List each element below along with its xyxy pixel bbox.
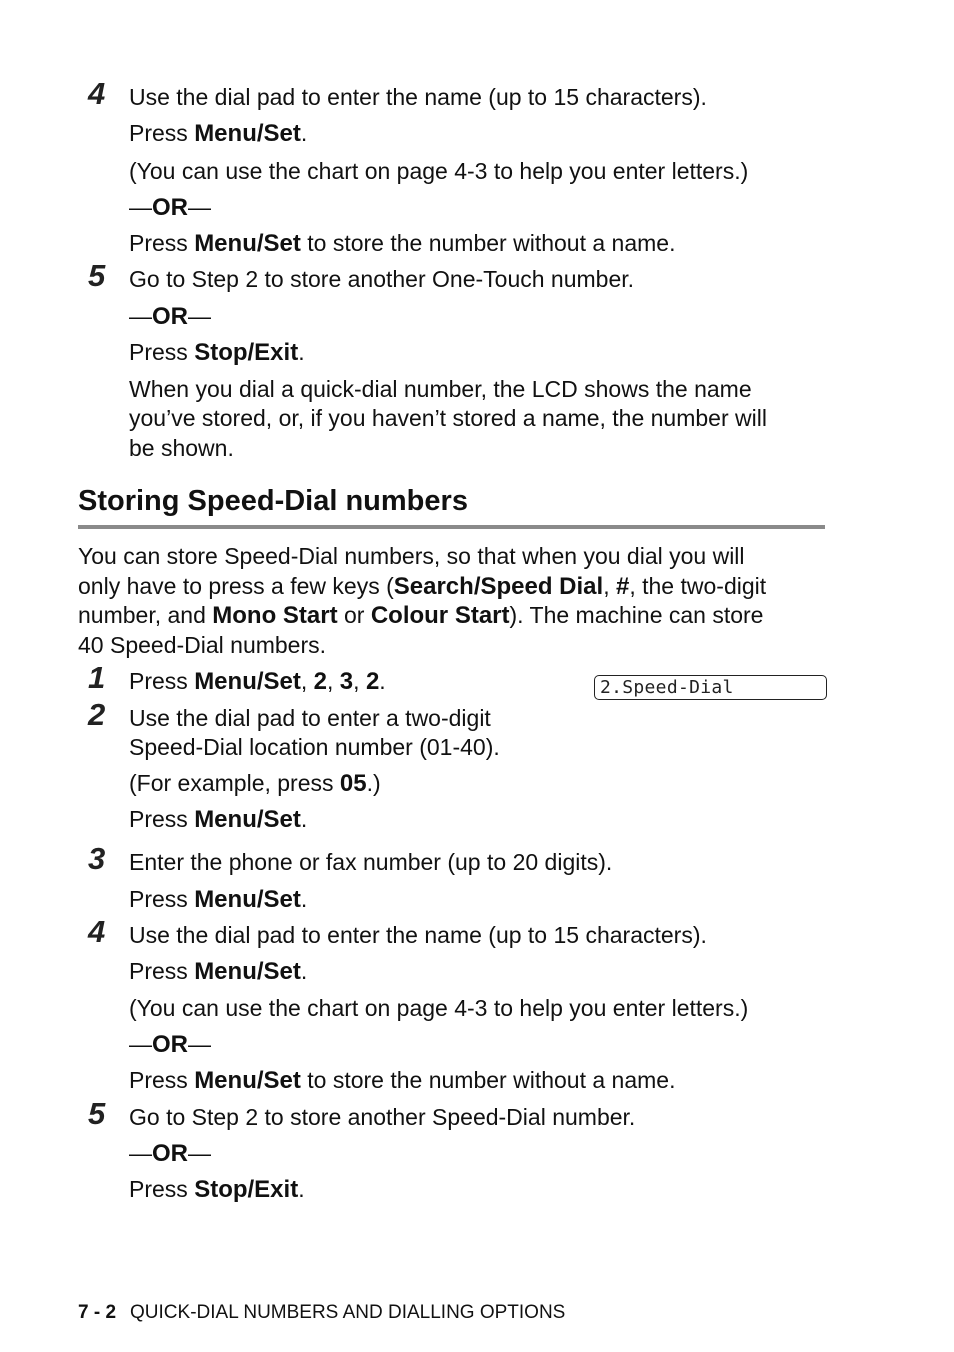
step-number: 3: [88, 841, 106, 876]
step-text: Use the dial pad to enter a two-digit: [129, 705, 491, 731]
note-text: you’ve stored, or, if you haven’t stored a name, the number will: [129, 405, 767, 431]
step-text: Press Stop/Exit.: [129, 1176, 305, 1203]
note-text: be shown.: [129, 435, 234, 461]
step-number: 4: [88, 76, 106, 111]
chapter-title: QUICK-DIAL NUMBERS AND DIALLING OPTIONS: [130, 1302, 566, 1323]
or-separator: —OR—: [129, 303, 211, 330]
step-text: Press Menu/Set, 2, 3, 2.: [129, 668, 386, 695]
or-separator: —OR—: [129, 1031, 211, 1058]
step-text: Press Menu/Set.: [129, 886, 308, 913]
step-text: Go to Step 2 to store another One-Touch number.: [129, 266, 635, 292]
step-text: (For example, press 05.): [129, 770, 381, 797]
intro-text: You can store Speed-Dial numbers, so that when you dial you will: [78, 543, 745, 569]
step-text: Press Menu/Set to store the number without a name.: [129, 230, 676, 257]
step-text: (You can use the chart on page 4-3 to help you enter letters.): [129, 158, 749, 184]
step-text: Press Menu/Set.: [129, 958, 308, 985]
page-number: 7 - 2: [78, 1302, 117, 1323]
step-text: Press Menu/Set.: [129, 120, 308, 147]
step-text: Press Menu/Set to store the number without a name.: [129, 1067, 676, 1094]
step-number: 2: [88, 697, 106, 732]
step-text: Speed-Dial location number (01-40).: [129, 734, 500, 760]
section-divider: [78, 525, 825, 529]
intro-text: only have to press a few keys (Search/Speed Dial, #, the two-digit: [78, 573, 767, 600]
or-separator: —OR—: [129, 1140, 211, 1167]
step-text: (You can use the chart on page 4-3 to help you enter letters.): [129, 995, 749, 1021]
intro-text: 40 Speed-Dial numbers.: [78, 632, 327, 658]
step-number: 5: [88, 1096, 106, 1131]
key-name: Menu/Set: [194, 120, 301, 147]
note-text: When you dial a quick-dial number, the LCD shows the name: [129, 376, 752, 402]
page-footer: [78, 1301, 565, 1325]
step-number: 1: [88, 660, 106, 695]
section-title: Storing Speed-Dial numbers: [78, 485, 468, 517]
step-text: Press Stop/Exit.: [129, 339, 305, 366]
key-name: Stop/Exit: [194, 339, 299, 366]
step-text: Use the dial pad to enter the name (up to 15 characters).: [129, 922, 707, 948]
step-text: Use the dial pad to enter the name (up to 15 characters).: [129, 84, 707, 110]
step-number: 5: [88, 258, 106, 293]
intro-text: number, and Mono Start or Colour Start). The machine can store: [78, 602, 764, 629]
step-number: 4: [88, 914, 106, 949]
step-text: Go to Step 2 to store another Speed-Dial number.: [129, 1104, 636, 1130]
lcd-display: 2.Speed-Dial: [594, 675, 827, 700]
step-text: Press Menu/Set.: [129, 806, 308, 833]
step-text: Enter the phone or fax number (up to 20 digits).: [129, 849, 613, 875]
key-name: Menu/Set: [194, 230, 301, 257]
or-separator: —OR—: [129, 194, 211, 221]
